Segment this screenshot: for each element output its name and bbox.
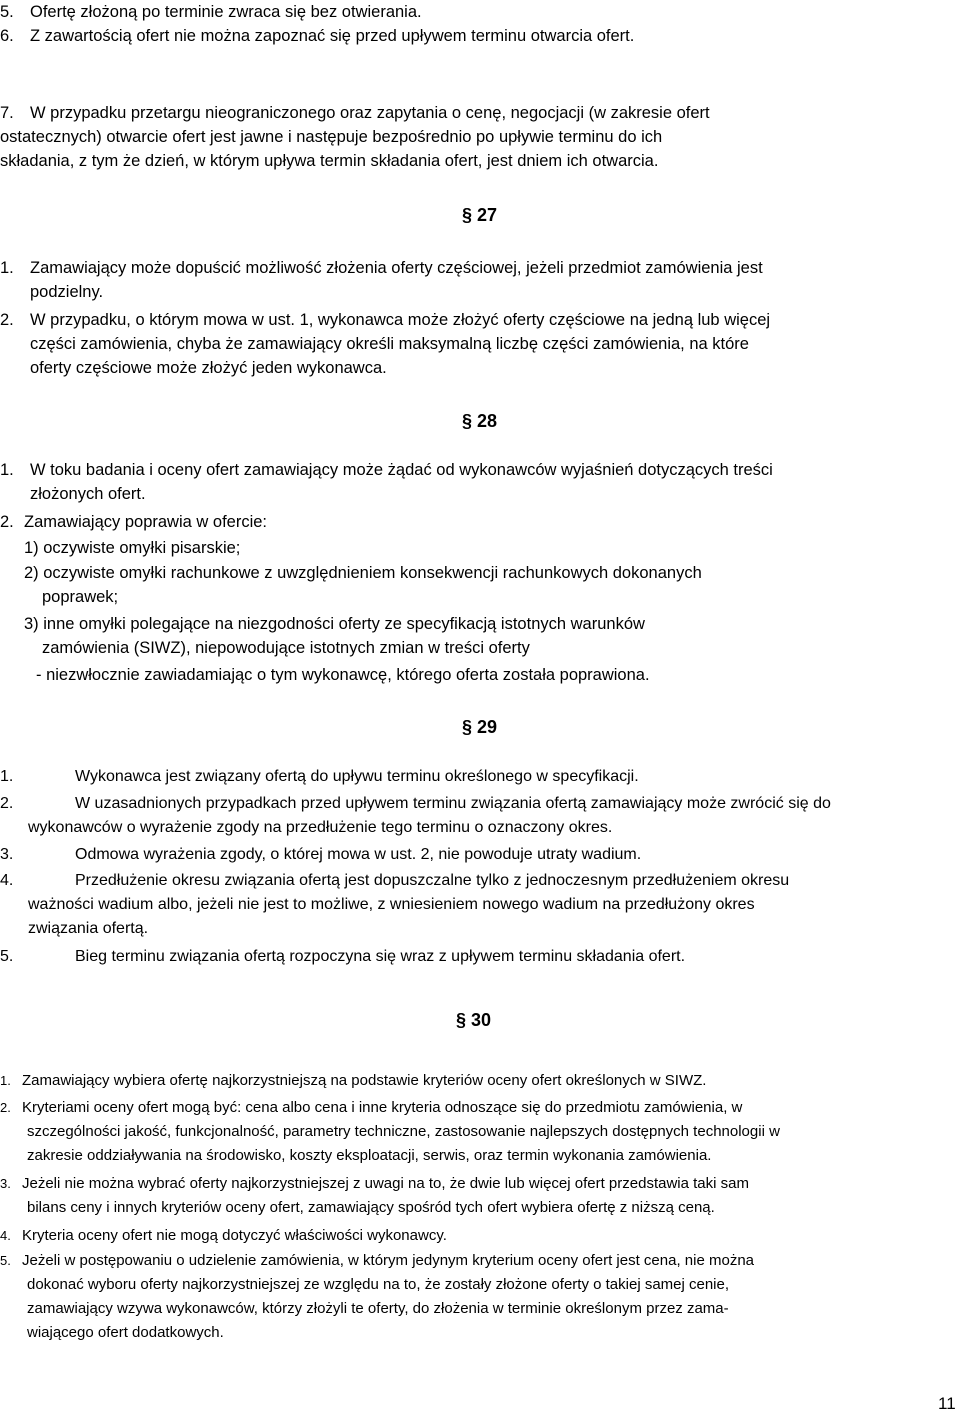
item-text: Zamawiający wybiera ofertę najkorzystniejszą na podstawie kryteriów oceny ofert określonych w SIWZ. — [22, 1072, 707, 1089]
sub-item: - niezwłocznie zawiadamiając o tym wykonawcę, którego oferta została poprawiona. — [36, 666, 650, 684]
list-item — [0, 1096, 960, 1168]
item-number: 6. — [0, 27, 14, 45]
item-text: Kryteria oceny ofert nie mogą dotyczyć właściwości wykonawcy. — [22, 1227, 447, 1244]
item-number: 3. — [0, 1176, 11, 1191]
item-text: W przypadku, o którym mowa w ust. 1, wykonawca może złożyć oferty częściowe na jedną lub więcej — [30, 311, 771, 329]
section-heading: § 28 — [462, 411, 498, 431]
item-text: 3) inne omyłki polegające na niezgodności oferty ze specyfikacją istotnych warunków — [24, 615, 645, 633]
item-text: oferty częściowe może złożyć jeden wykonawca. — [30, 359, 387, 377]
item-text: Jeżeli w postępowaniu o udzielenie zamówienia, w którym jedynym kryterium oceny ofert jest cena, nie można — [22, 1252, 755, 1269]
item-number: 5. — [0, 3, 14, 21]
item-number: 5. — [0, 948, 14, 965]
list-item — [0, 1172, 960, 1220]
item-number: 3. — [0, 846, 14, 863]
section-heading: § 29 — [462, 717, 498, 737]
item-text: W toku badania i oceny ofert zamawiający może żądać od wykonawców wyjaśnień dotyczących treści — [30, 461, 773, 479]
item-text: Odmowa wyrażenia zgody, o której mowa w ust. 2, nie powoduje utraty wadium. — [75, 846, 642, 863]
section-heading: § 30 — [456, 1010, 492, 1030]
list-item — [0, 24, 940, 48]
list-item — [0, 458, 940, 506]
list-item — [0, 869, 960, 941]
item-text: Ofertę złożoną po terminie zwraca się bez otwierania. — [30, 3, 422, 21]
item-text: Zamawiający poprawia w ofercie: — [24, 513, 268, 531]
list-item — [0, 510, 940, 534]
item-number: 4. — [0, 1228, 11, 1243]
list-item — [0, 256, 940, 304]
item-text: zamawiający wzywa wykonawców, którzy złożyli te oferty, do złożenia w terminie określonym przez zama- — [27, 1300, 729, 1317]
list-item — [0, 765, 940, 789]
item-text: Zamawiający może dopuścić możliwość złożenia oferty częściowej, jeżeli przedmiot zamówienia jest — [30, 259, 763, 277]
item-number: 1. — [0, 259, 14, 277]
list-item — [0, 1224, 960, 1248]
item-text: zakresie oddziaływania na środowisko, koszty eksploatacji, serwis, oraz termin wykonania zamówienia. — [27, 1147, 712, 1164]
item-text: Przedłużenie okresu związania ofertą jest dopuszczalne tylko z jednoczesnym przedłużeniem okresu — [75, 872, 790, 889]
item-text: dokonać wyboru oferty najkorzystniejszej ze względu na to, że zostały złożone oferty o takiej samej cenie, — [27, 1276, 730, 1293]
list-item — [0, 843, 940, 867]
item-text: wykonawców o wyrażenie zgody na przedłużenie tego terminu o oznaczony okres. — [28, 819, 613, 836]
item-number: 2. — [0, 513, 14, 531]
item-number: 2. — [0, 795, 14, 812]
item-text: związania ofertą. — [28, 920, 149, 937]
item-text: podzielny. — [30, 283, 104, 301]
list-item — [0, 308, 940, 380]
item-text: W uzasadnionych przypadkach przed upływem terminu związania ofertą zamawiający może zwrócić się do — [75, 795, 831, 812]
item-text: Jeżeli nie można wybrać oferty najkorzystniejszej z uwagi na to, że dwie lub więcej ofert przedstawia taki sam — [22, 1175, 749, 1192]
item-text: bilans ceny i innych kryteriów oceny ofert, zamawiający spośród tych ofert wybiera ofertę z niższą ceną. — [27, 1199, 715, 1216]
item-text: części zamówienia, chyba że zamawiający określi maksymalną liczbę części zamówienia, na które — [30, 335, 749, 353]
item-number: 1. — [0, 1073, 11, 1088]
item-number: 4. — [0, 872, 14, 889]
page-number: 11 — [938, 1394, 956, 1413]
item-text: W przypadku przetargu nieograniczonego oraz zapytania o cenę, negocjacji (w zakresie ofert — [30, 104, 710, 122]
list-item — [0, 792, 960, 840]
item-text: zamówienia (SIWZ), niepowodujące istotnych zmian w treści oferty — [42, 639, 530, 657]
section-heading: § 27 — [462, 205, 498, 225]
item-text: złożonych ofert. — [30, 485, 146, 503]
item-number: 1. — [0, 768, 14, 785]
item-text: ostatecznych) otwarcie ofert jest jawne i następuje bezpośrednio po upływie terminu do ich — [0, 128, 663, 146]
item-text: poprawek; — [42, 588, 119, 606]
item-number: 5. — [0, 1253, 11, 1268]
list-item — [0, 945, 940, 969]
item-text: Bieg terminu związania ofertą rozpoczyna się wraz z upływem terminu składania ofert. — [75, 948, 686, 965]
sub-item — [24, 612, 924, 660]
item-text: Wykonawca jest związany ofertą do upływu terminu określonego w specyfikacji. — [75, 768, 639, 785]
item-text: Z zawartością ofert nie można zapoznać się przed upływem terminu otwarcia ofert. — [30, 27, 635, 45]
item-text: ważności wadium albo, jeżeli nie jest to możliwe, z wniesieniem nowego wadium na przedłużony okres — [28, 896, 755, 913]
item-text: szczególności jakość, funkcjonalność, parametry techniczne, zastosowanie najlepszych dostępnych technologii w — [27, 1123, 780, 1140]
list-item — [0, 101, 940, 173]
item-number: 2. — [0, 311, 14, 329]
list-item — [0, 0, 940, 24]
item-text: wiającego ofert dodatkowych. — [27, 1324, 224, 1341]
item-text: składania, z tym że dzień, w którym upływa termin składania ofert, jest dniem ich otwarcia. — [0, 152, 659, 170]
sub-item: 1) oczywiste omyłki pisarskie; — [24, 539, 241, 557]
list-item — [0, 1069, 960, 1093]
list-item — [0, 1249, 960, 1345]
item-number: 1. — [0, 461, 14, 479]
sub-item — [24, 561, 924, 609]
item-number: 7. — [0, 104, 14, 122]
item-number: 2. — [0, 1100, 11, 1115]
item-text: 2) oczywiste omyłki rachunkowe z uwzględnieniem konsekwencji rachunkowych dokonanych — [24, 564, 702, 582]
item-text: Kryteriami oceny ofert mogą być: cena albo cena i inne kryteria odnoszące się do przedmiotu zamówienia, w — [22, 1099, 743, 1116]
